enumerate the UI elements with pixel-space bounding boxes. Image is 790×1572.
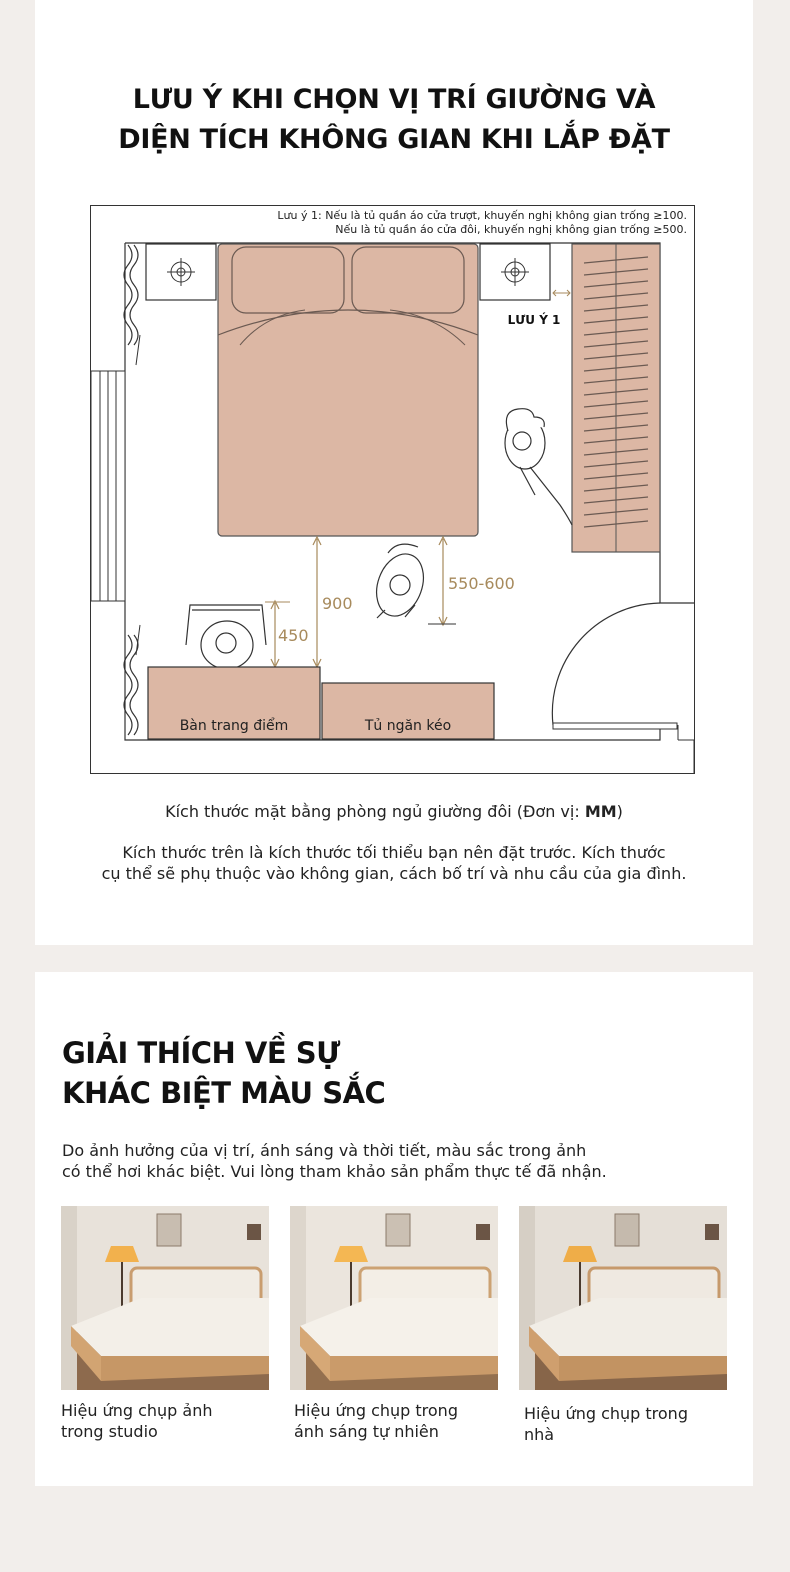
- room-plan-card: [35, 0, 753, 945]
- plan-note: Kích thước trên là kích thước tối thiểu bạn nên đặt trước. Kích thước cụ thể sẽ phụ thuộc vào không gian, cách bố trí và nhu cầu của gia đình.: [101, 843, 687, 883]
- color-difference-paragraph: Do ảnh hưởng của vị trí, ánh sáng và thời tiết, màu sắc trong ảnh có thể hơi khác biệt. Vui lòng tham khảo sản phẩm thực tế đã nhận.: [62, 1141, 607, 1181]
- photo-caption-indoor: Hiệu ứng chụp trong nhà: [524, 1404, 688, 1444]
- pillow-left: [232, 247, 344, 313]
- dim-900-label: 900: [322, 594, 353, 613]
- note-label: LƯU Ý 1: [507, 313, 561, 327]
- photo-natural-light: [290, 1206, 498, 1390]
- person-standing-icon: [368, 544, 431, 623]
- photo-studio: [61, 1206, 269, 1390]
- vanity-label: Bàn trang điểm: [179, 718, 289, 734]
- person-wardrobe-icon: [505, 409, 572, 525]
- dim-550-600-label: 550-600: [448, 574, 515, 593]
- bedroom-floor-plan: [90, 205, 695, 775]
- section-title-color: GIẢI THÍCH VỀ SỰ KHÁC BIỆT MÀU SẮC: [62, 1036, 386, 1110]
- door: [553, 723, 677, 729]
- dim-450-label: 450: [278, 626, 309, 645]
- photo-indoor: [519, 1206, 727, 1390]
- pillow-right: [352, 247, 464, 313]
- photo-caption-natural: Hiệu ứng chụp trong ánh sáng tự nhiên: [294, 1401, 458, 1441]
- photo-caption-studio: Hiệu ứng chụp ảnh trong studio: [61, 1401, 213, 1441]
- plan-note-line2: Nếu là tủ quần áo cửa đôi, khuyến nghị không gian trống ≥500.: [335, 223, 687, 236]
- plan-note-line1: Lưu ý 1: Nếu là tủ quần áo cửa trượt, khuyến nghị không gian trống ≥100.: [277, 209, 687, 222]
- drawer-label: Tủ ngăn kéo: [364, 718, 452, 734]
- door-swing: [552, 603, 660, 725]
- plan-caption: Kích thước mặt bằng phòng ngủ giường đôi (Đơn vị: MM): [165, 802, 623, 821]
- section-title-placement: LƯU Ý KHI CHỌN VỊ TRÍ GIƯỜNG VÀ DIỆN TÍCH KHÔNG GIAN KHI LẮP ĐẶT: [118, 84, 670, 155]
